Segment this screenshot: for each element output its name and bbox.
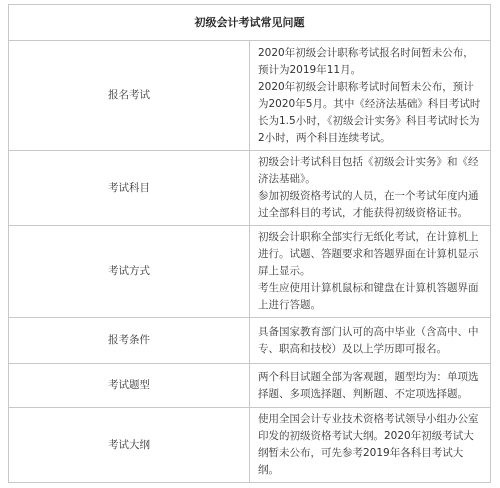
row-content	[250, 408, 491, 483]
row-content	[250, 226, 491, 318]
row-content	[250, 151, 491, 226]
content-line: 2020年初级会计职称考试时间暂未公布，预计为2020年5月。其中《经济法基础》科目考试时长为1.5小时，《初级会计实务》科目考试时长为2小时，两个科目连续考试。	[258, 80, 481, 144]
row-label: 考试大纲	[9, 408, 250, 483]
table-row	[9, 318, 491, 364]
row-label: 报名考试	[9, 41, 250, 151]
table-title: 初级会计考试常见问题	[9, 5, 491, 41]
content-line: 参加初级资格考试的人员，在一个考试年度内通过全部科目的考试，才能获得初级资格证书。	[258, 190, 479, 219]
table-row	[9, 41, 491, 151]
content-line: 初级会计考试科目包括《初级会计实务》和《经济法基础》。	[258, 156, 479, 185]
table-row	[9, 151, 491, 226]
row-label: 考试题型	[9, 364, 250, 408]
faq-table	[8, 4, 491, 483]
content-line: 两个科目试题全部为客观题，题型均为：单项选择题、多项选择题、判断题、不定项选择题。	[258, 370, 479, 400]
row-content	[250, 318, 491, 364]
table-row	[9, 226, 491, 318]
table-row	[9, 364, 491, 408]
content-line: 考生应使用计算机鼠标和键盘在计算机答题界面上进行答题。	[258, 282, 479, 311]
row-label: 考试方式	[9, 226, 250, 318]
row-label: 报考条件	[9, 318, 250, 364]
content-line: 使用全国会计专业技术资格考试领导小组办公室印发的初级资格考试大纲。2020年初级考试大纲暂未公布，可先参考2019年各科目考试大纲。	[258, 413, 479, 476]
content-line: 具备国家教育部门认可的高中毕业（含高中、中专、职高和技校）及以上学历即可报名。	[258, 325, 479, 355]
row-label: 考试科目	[9, 151, 250, 226]
content-line: 2020年初级会计职称考试报名时间暂未公布，预计为2019年11月。	[258, 46, 474, 76]
row-content	[250, 41, 491, 151]
table-header-row	[9, 5, 491, 41]
table-row	[9, 408, 491, 483]
row-content	[250, 364, 491, 408]
content-line: 初级会计职称全部实行无纸化考试，在计算机上进行。试题、答题要求和答题界面在计算机显示屏上显示。	[258, 231, 479, 277]
